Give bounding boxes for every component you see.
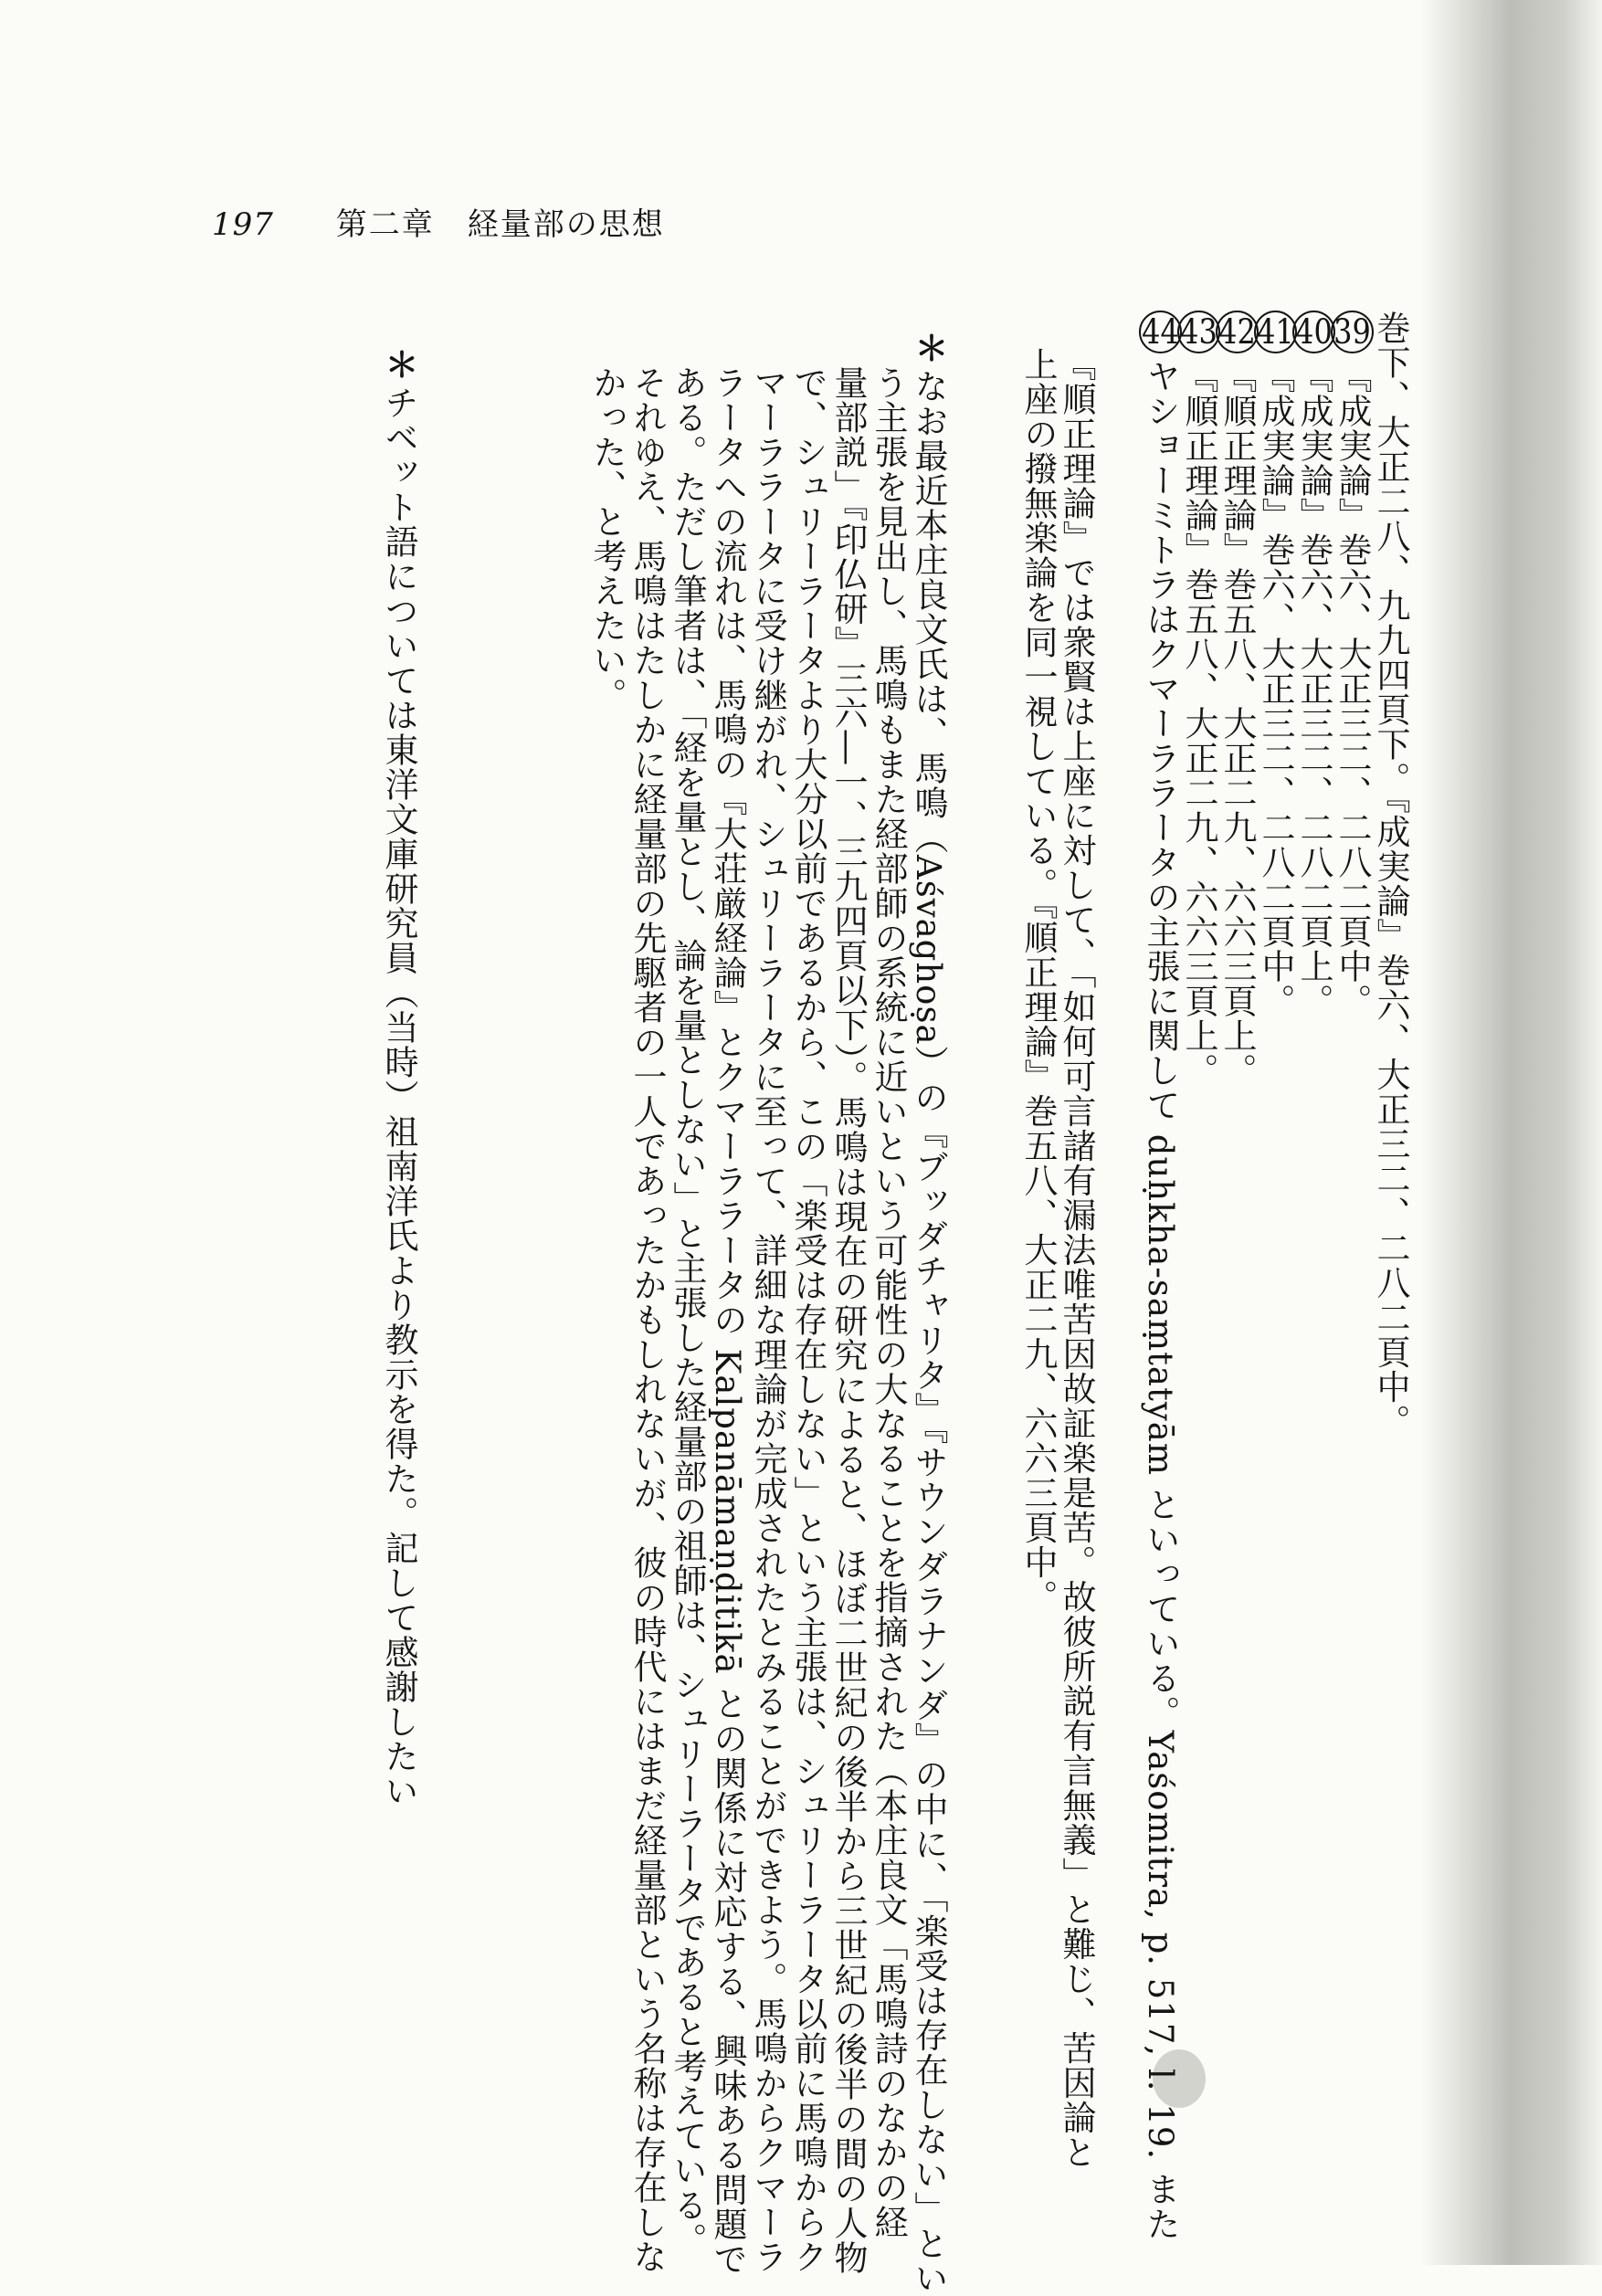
- remark-text: で、シュリーラータより大分以前であるから、この「楽受は存在しない」という主張は、シュリーラータ以前に馬鳴からク: [788, 365, 827, 2274]
- remark-line: [909, 331, 948, 2296]
- remark-line: [627, 365, 667, 2274]
- remark-text: かった、と考えたい。: [587, 365, 627, 712]
- note-line: [1371, 311, 1410, 1439]
- remark-text: う主張を見出し、馬鳴もまた経部師の系統に近いという可能性の大なることを指摘された（本庄良文「馬鳴詩のなかの経: [869, 365, 908, 2239]
- page-number: 197: [212, 206, 274, 243]
- note-line: [1333, 311, 1372, 1018]
- note-text: 『順正理論』では衆賢は上座に対して、「如何可言諸有漏法唯苦因故証楽是苦。故彼所説有言無義」と難じ、苦因論と: [1057, 347, 1096, 2170]
- remark-line: [828, 365, 868, 2275]
- note-line: [1018, 347, 1058, 1615]
- asterisk-mark: ＊: [379, 347, 418, 382]
- note-number: 43: [1177, 311, 1220, 353]
- note-line: [1141, 311, 1180, 2241]
- remark-line: [869, 365, 908, 2239]
- note-text: 『成実論』巻六、大正三二、二八二頁中。: [1256, 359, 1295, 1018]
- note-text: ヤショーミトラはクマーララータの主張に関して duḥkha-saṃtatyām といっている。Yaśomitra, p. 517, l. 19. また: [1141, 359, 1180, 2241]
- note-number: 42: [1216, 311, 1259, 353]
- remark-text: チベット語については東洋文庫研究員（当時）祖南洋氏より教示を得た。記して感謝したい: [379, 385, 418, 1808]
- remark-line: [788, 365, 827, 2274]
- note-text: 『成実論』巻六、大正三二、二八二頁上。: [1294, 359, 1333, 1018]
- page-header: [212, 199, 665, 244]
- remark-line: [708, 365, 747, 2277]
- note-text: 『順正理論』巻五八、大正二九、六六三頁上。: [1217, 359, 1257, 1088]
- note-line: [1217, 311, 1257, 1088]
- asterisk-mark: ＊: [909, 331, 948, 365]
- remark-line: [748, 365, 787, 2274]
- remark-line: [379, 347, 418, 1808]
- note-line: [1294, 311, 1333, 1018]
- note-line: [1256, 311, 1295, 1018]
- note-number: 39: [1331, 311, 1374, 353]
- note-line: [1179, 311, 1218, 1088]
- remark-line: [587, 365, 627, 712]
- note-line: [1057, 347, 1096, 2170]
- remark-line: [668, 365, 707, 2258]
- chapter-title: 第二章 経量部の思想: [335, 206, 665, 243]
- note-number: 44: [1139, 311, 1182, 353]
- remark-text: それゆえ、馬鳴はたしかに経量部の先駆者の一人であったかもしれないが、彼の時代にはまだ経量部という名称は存在しな: [627, 365, 667, 2274]
- remark-text: 量部説」『印仏研』三六―一、三九四頁以下）。馬鳴は現在の研究によると、ほぼ二世紀の後半から三世紀の後半の間の人物: [828, 365, 868, 2275]
- note-text: 『順正理論』巻五八、大正二九、六六三頁上。: [1179, 359, 1218, 1088]
- note-text: 『成実論』巻六、大正三二、二八二頁中。: [1333, 359, 1372, 1018]
- note-number: 41: [1254, 311, 1297, 353]
- scan-edge-shadow: [1419, 0, 1602, 2265]
- note-text: 上座の撥無楽論を同一視している。『順正理論』巻五八、大正二九、六六三頁中。: [1018, 347, 1058, 1615]
- note-text: 巻下、大正二八、九九四頁下。『成実論』巻六、大正三二、二八二頁中。: [1371, 311, 1410, 1439]
- remark-text: なお最近本庄良文氏は、馬鳴（Aśvaghoṣa）の『ブッダチャリタ』『サウンダラナンダ』の中に、「楽受は存在しない」とい: [909, 369, 948, 2296]
- remark-text: マーララータに受け継がれ、シュリーラータに至って、詳細な理論が完成されたとみることができよう。馬鳴からクマーラ: [748, 365, 787, 2274]
- note-number: 40: [1292, 311, 1335, 353]
- remark-text: ラータへの流れは、馬鳴の『大荘厳経論』とクマーララータの Kalpanāmaṇḍitikā との関係に対応する、興味ある問題で: [708, 365, 747, 2277]
- remark-text: ある。ただし筆者は、「経を量とし、論を量としない」と主張した経量部の祖師は、シュリーラータであると考えている。: [668, 365, 707, 2258]
